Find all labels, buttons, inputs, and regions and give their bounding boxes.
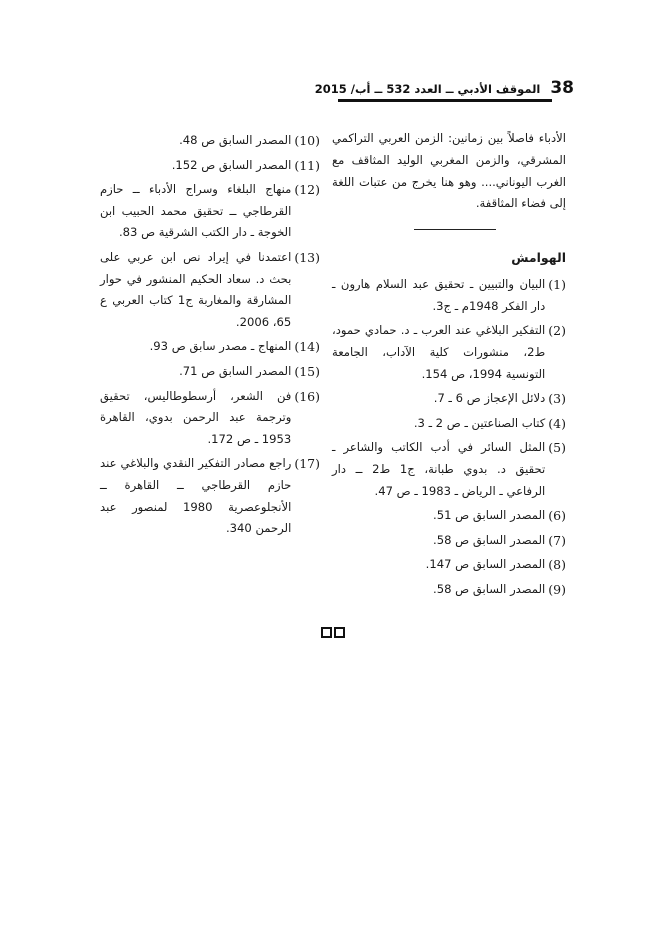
footnote-number: (8): [548, 557, 566, 573]
footnote-number: (11): [294, 157, 320, 173]
footnote-item: [100, 155, 320, 177]
footnote-item: [332, 530, 566, 552]
footnote-item: [100, 336, 320, 358]
footnote-text: كتاب الصناعتين ـ ص 2 ـ 3.: [413, 415, 546, 430]
footnote-text: راجع مصادر التفكير النقدي والبلاغي عند حازم القرطاجي ــ القاهرة ــ الأنجلوعصرية 1980 لمنصور عبد الرحمن 340.: [100, 456, 292, 536]
journal-issue-info: الموقف الأدبي ــ العدد 532 ــ أب/ 2015: [314, 82, 541, 96]
footnote-number: (9): [548, 581, 566, 597]
footnote-text: فن الشعر، أرسطوطاليس، تحقيق وترجمة عبد الرحمن بدوي، القاهرة 1953 ـ ص 172.: [100, 388, 292, 446]
square-ornament-icon: [321, 627, 332, 638]
footnote-text: دلائل الإعجاز ص 6 ـ 7.: [433, 391, 546, 406]
footnote-item: [332, 388, 566, 410]
footnote-text: المثل السائر في أدب الكاتب والشاعر ـ تحقيق د. بدوي طبانة، ج1 ط2 ــ دار الرفاعي ـ الرياض ـ 1983 ـ ص 47.: [332, 440, 546, 498]
footnote-number: (4): [548, 415, 566, 431]
footnote-number: (15): [294, 363, 320, 379]
footnote-item: [100, 179, 320, 244]
footnote-text: المصدر السابق ص 58.: [433, 532, 546, 547]
footnote-text: البيان والتبيين ـ تحقيق عبد السلام هارون ـ دار الفكر 1948م ـ ج3.: [332, 277, 546, 313]
footnote-number: (14): [294, 339, 320, 355]
footnote-item: [100, 386, 320, 451]
footnote-number: (10): [294, 133, 320, 148]
footnote-item: [332, 320, 566, 385]
footnote-item: [100, 247, 320, 333]
footnote-number: (1): [548, 277, 566, 293]
footnote-number: (12): [294, 182, 320, 198]
footnote-number: (7): [548, 532, 566, 548]
footnote-text: المصدر السابق ص 48.: [179, 133, 292, 147]
footnote-text: التفكير البلاغي عند العرب ـ د. حمادي حمود، ط2، منشورات كلية الآداب، الجامعة التونسية 1994، ص 154.: [332, 323, 546, 381]
footnote-text: المصدر السابق ص 71.: [179, 363, 292, 378]
footnote-item: [100, 453, 320, 539]
body-paragraph: الأدباء فاصلاً بين زمانين: الزمن العربي التراكمي المشرقي، والزمن المغربي الوليد المثاقف مع الغرب اليوناني.... وهو هنا يخرج من عتبات اللغة إلى فضاء المثاقفة.: [332, 131, 566, 211]
footnote-item: [100, 361, 320, 383]
footnote-text: اعتمدنا في إيراد نص ابن عربي على بحث د. سعاد الحكيم المنشور في حوار المشارقة والمغاربة ج1 كتاب العربي ع 65، 2006.: [100, 249, 292, 329]
footnote-number: (5): [548, 440, 566, 456]
footnote-number: (16): [294, 388, 320, 404]
footnote-item: [332, 554, 566, 576]
footnote-separator: [414, 229, 496, 230]
footnote-number: (17): [294, 456, 320, 472]
footnote-text: المصدر السابق ص 152.: [171, 157, 292, 172]
footnote-item: [332, 579, 566, 601]
header-rule: [338, 99, 552, 102]
footnote-item: [332, 274, 566, 317]
notes-heading: الهوامش: [511, 250, 566, 266]
end-ornament: [321, 627, 345, 638]
footnote-number: (3): [548, 391, 566, 407]
right-column: [332, 128, 566, 604]
square-ornament-icon: [334, 627, 345, 638]
footnote-number: (2): [548, 323, 566, 339]
footnote-number: (6): [548, 508, 566, 524]
footnote-item: [332, 413, 566, 435]
footnote-item: [100, 130, 320, 152]
footnote-text: منهاج البلغاء وسراج الأدباء ــ حازم القرطاجي ــ تحقيق محمد الحبيب ابن الخوجة ـ دار الكتب الشرقية ص 83.: [100, 182, 292, 240]
page-number: 38: [550, 78, 574, 98]
running-head: [314, 76, 574, 98]
footnote-item: [332, 505, 566, 527]
footnote-text: المصدر السابق ص 147.: [425, 557, 546, 572]
footnote-text: المنهاج ـ مصدر سابق ص 93.: [149, 339, 292, 354]
footnote-number: (13): [294, 249, 320, 265]
footnote-text: المصدر السابق ص 51.: [433, 508, 546, 523]
footnote-text: المصدر السابق ص 58.: [433, 581, 546, 596]
left-column: [100, 130, 320, 543]
footnote-item: [332, 437, 566, 502]
